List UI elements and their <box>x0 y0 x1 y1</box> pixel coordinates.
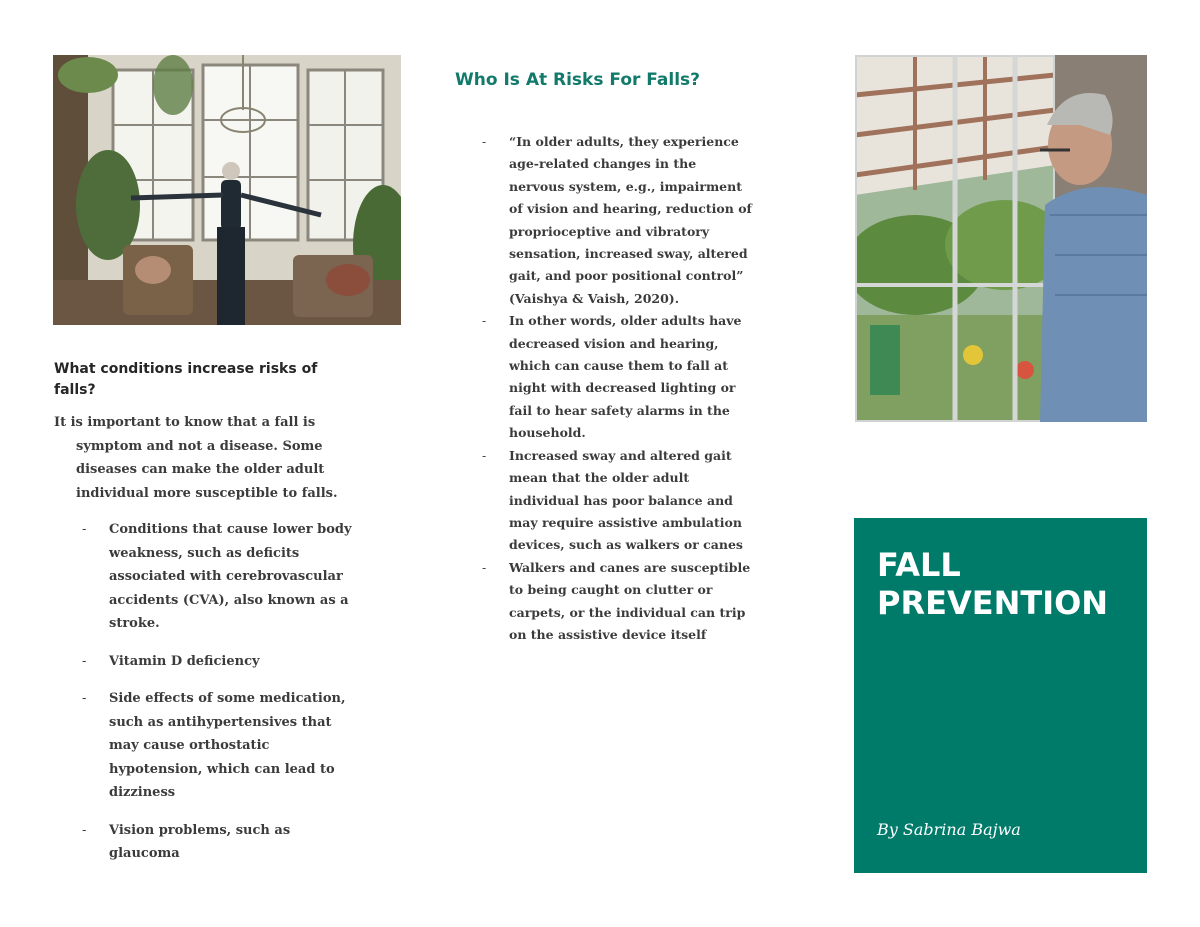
list-item-text: Increased sway and altered gait mean that the older adult individual has poor balance and may require assistive ambulation devices, such as walkers or canes <box>509 447 743 553</box>
list-item-text: Side effects of some medication, such as antihypertensives that may cause orthostatic hypotension, which can lead to dizziness <box>109 691 346 800</box>
list-item-text: Walkers and canes are susceptible to being caught on clutter or carpets, or the individual can trip on the assistive device itself <box>509 559 751 642</box>
bullet-dash: - <box>82 522 87 537</box>
list-item-text: In other words, older adults have decreased vision and hearing, which can cause them to fall at night with decreased lighting or fail to hear safety alarms in the household. <box>509 313 742 441</box>
bullet-dash: - <box>482 447 487 463</box>
cover-author: By Sabrina Bajwa <box>877 820 1021 839</box>
cover-title: FALL PREVENTION <box>877 546 1109 622</box>
list-item <box>482 131 754 310</box>
conditions-intro: It is important to know that a fall is symptom and not a disease. Some diseases can make the older adult individual more susceptible to falls. <box>54 415 338 501</box>
list-item <box>482 310 754 444</box>
conditions-heading: What conditions increase risks of falls? <box>54 361 318 398</box>
man-at-window-photo <box>855 55 1147 422</box>
list-item-text: Vitamin D deficiency <box>109 653 260 669</box>
brochure-cover <box>854 518 1147 873</box>
risks-heading: Who Is At Risks For Falls? <box>455 70 701 90</box>
list-item <box>82 687 352 805</box>
bullet-dash: - <box>82 691 87 706</box>
bullet-dash: - <box>482 559 487 575</box>
list-item-text: “In older adults, they experience age-related changes in the nervous system, e.g., impairment of vision and hearing, reduction of proprioceptive and vibratory sensation, increased sway, altered gait, and poor positional control” (Vaishya & Vaish, 2020). <box>509 134 752 306</box>
list-item <box>482 445 754 557</box>
bullet-dash: - <box>82 822 87 838</box>
woman-stretching-photo <box>53 55 401 325</box>
list-item <box>82 650 352 674</box>
bullet-dash: - <box>482 313 487 329</box>
list-item <box>82 819 352 866</box>
list-item <box>82 518 352 636</box>
list-item-text: Vision problems, such as glaucoma <box>109 822 291 861</box>
list-item-text: Conditions that cause lower body weakness, such as deficits associated with cerebrovascular accidents (CVA), also known as a stroke. <box>109 522 352 631</box>
bullet-dash: - <box>482 134 487 149</box>
conditions-list <box>82 518 352 880</box>
list-item <box>482 557 754 647</box>
bullet-dash: - <box>82 653 87 669</box>
risks-list <box>482 131 754 646</box>
